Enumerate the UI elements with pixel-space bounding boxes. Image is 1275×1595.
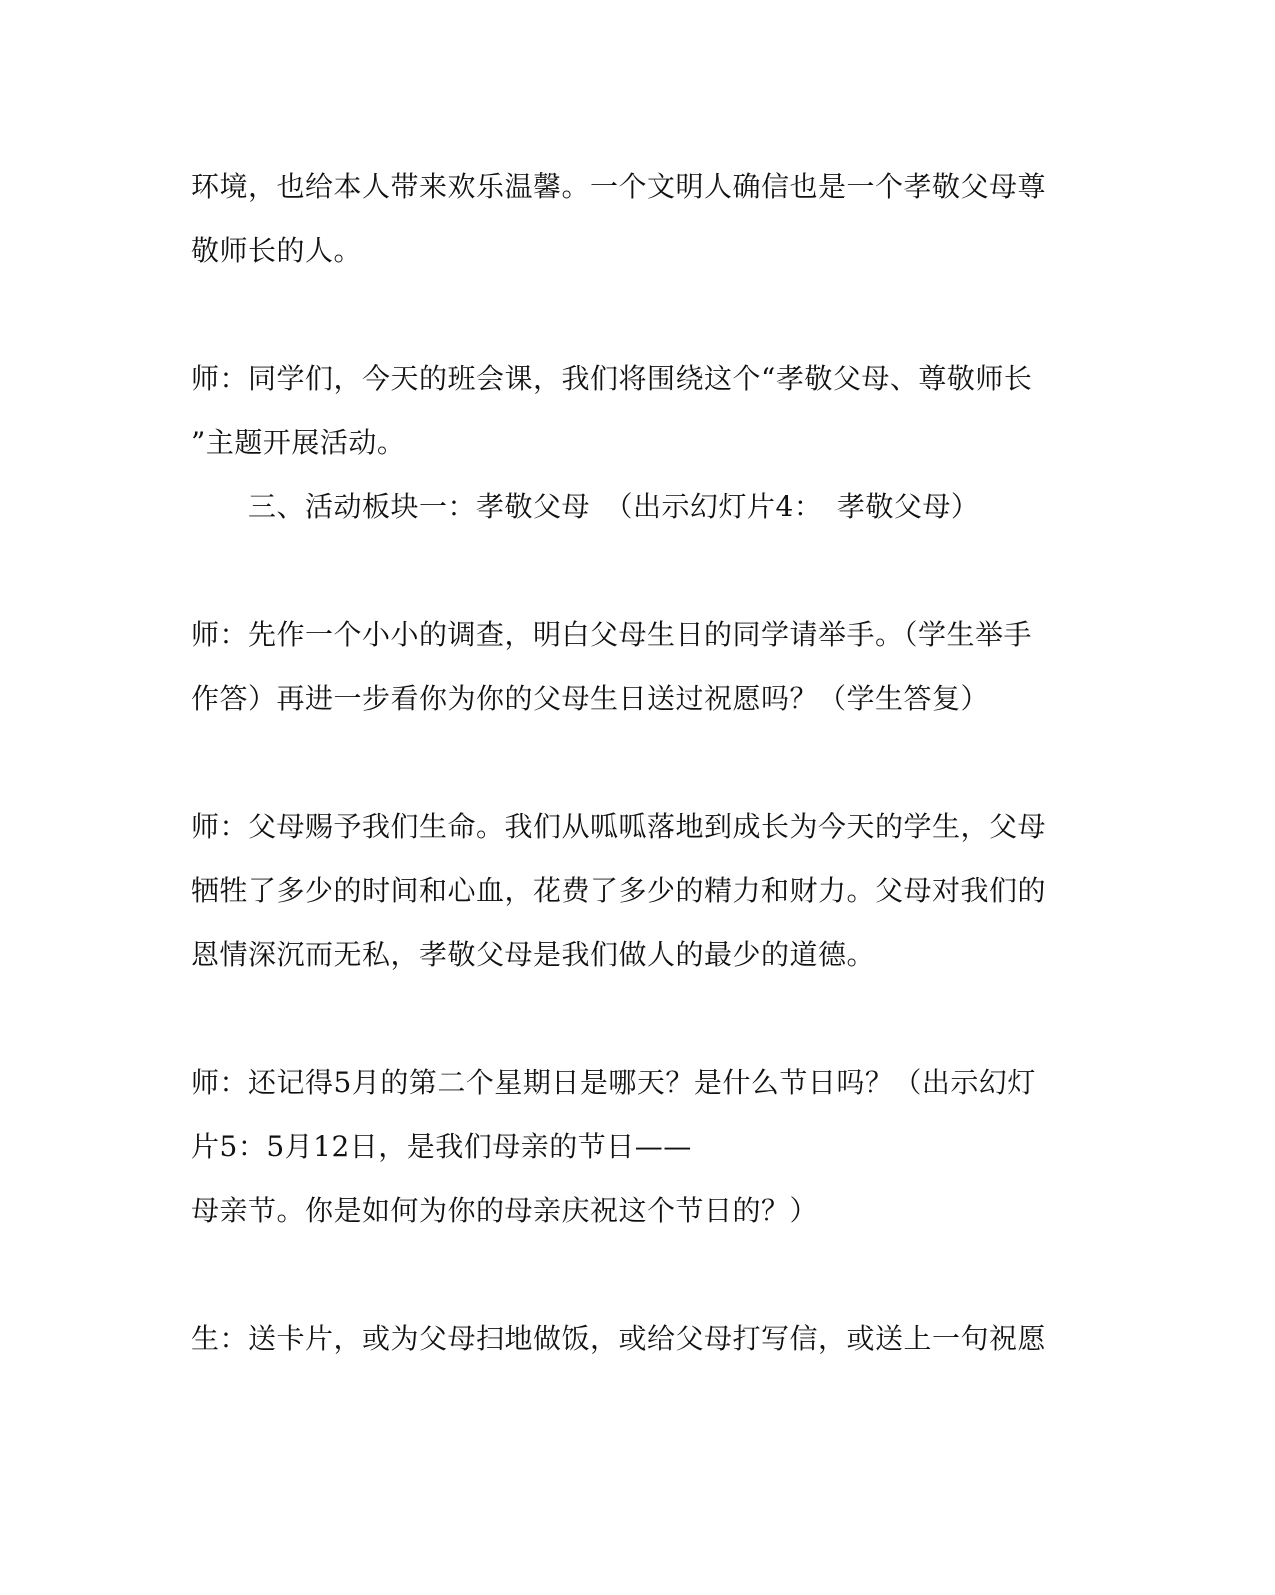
paragraph-line: 作答）再进一步看你为你的父母生日送过祝愿吗？（学生答复） <box>191 682 990 715</box>
paragraph-line: ”主题开展活动。 <box>191 426 406 459</box>
paragraph-line: 片5：5月12日，是我们母亲的节日—— <box>191 1130 692 1163</box>
paragraph-line: 师：先作一个小小的调查，明白父母生日的同学请举手。（学生举手 <box>191 618 1033 651</box>
paragraph-line: 师：还记得5月的第二个星期日是哪天？是什么节日吗？（出示幻灯 <box>191 1066 1036 1099</box>
paragraph-line: 敬师长的人。 <box>191 234 363 267</box>
paragraph-line: 师：同学们，今天的班会课，我们将围绕这个“孝敬父母、尊敬师长 <box>191 362 1033 395</box>
paragraph-line: 恩情深沉而无私，孝敬父母是我们做人的最少的道德。 <box>191 938 876 971</box>
section-heading: 三、活动板块一：孝敬父母 （出示幻灯片4： 孝敬父母） <box>248 490 980 523</box>
paragraph-line: 师：父母赐予我们生命。我们从呱呱落地到成长为今天的学生，父母 <box>191 810 1047 843</box>
paragraph-line: 生：送卡片，或为父母扫地做饭，或给父母打写信，或送上一句祝愿 <box>191 1322 1047 1355</box>
paragraph-line: 环境，也给本人带来欢乐温馨。一个文明人确信也是一个孝敬父母尊 <box>191 170 1047 203</box>
paragraph-line: 母亲节。你是如何为你的母亲庆祝这个节日的？） <box>191 1194 819 1227</box>
paragraph-line: 牺牲了多少的时间和心血，花费了多少的精力和财力。父母对我们的 <box>191 874 1047 907</box>
